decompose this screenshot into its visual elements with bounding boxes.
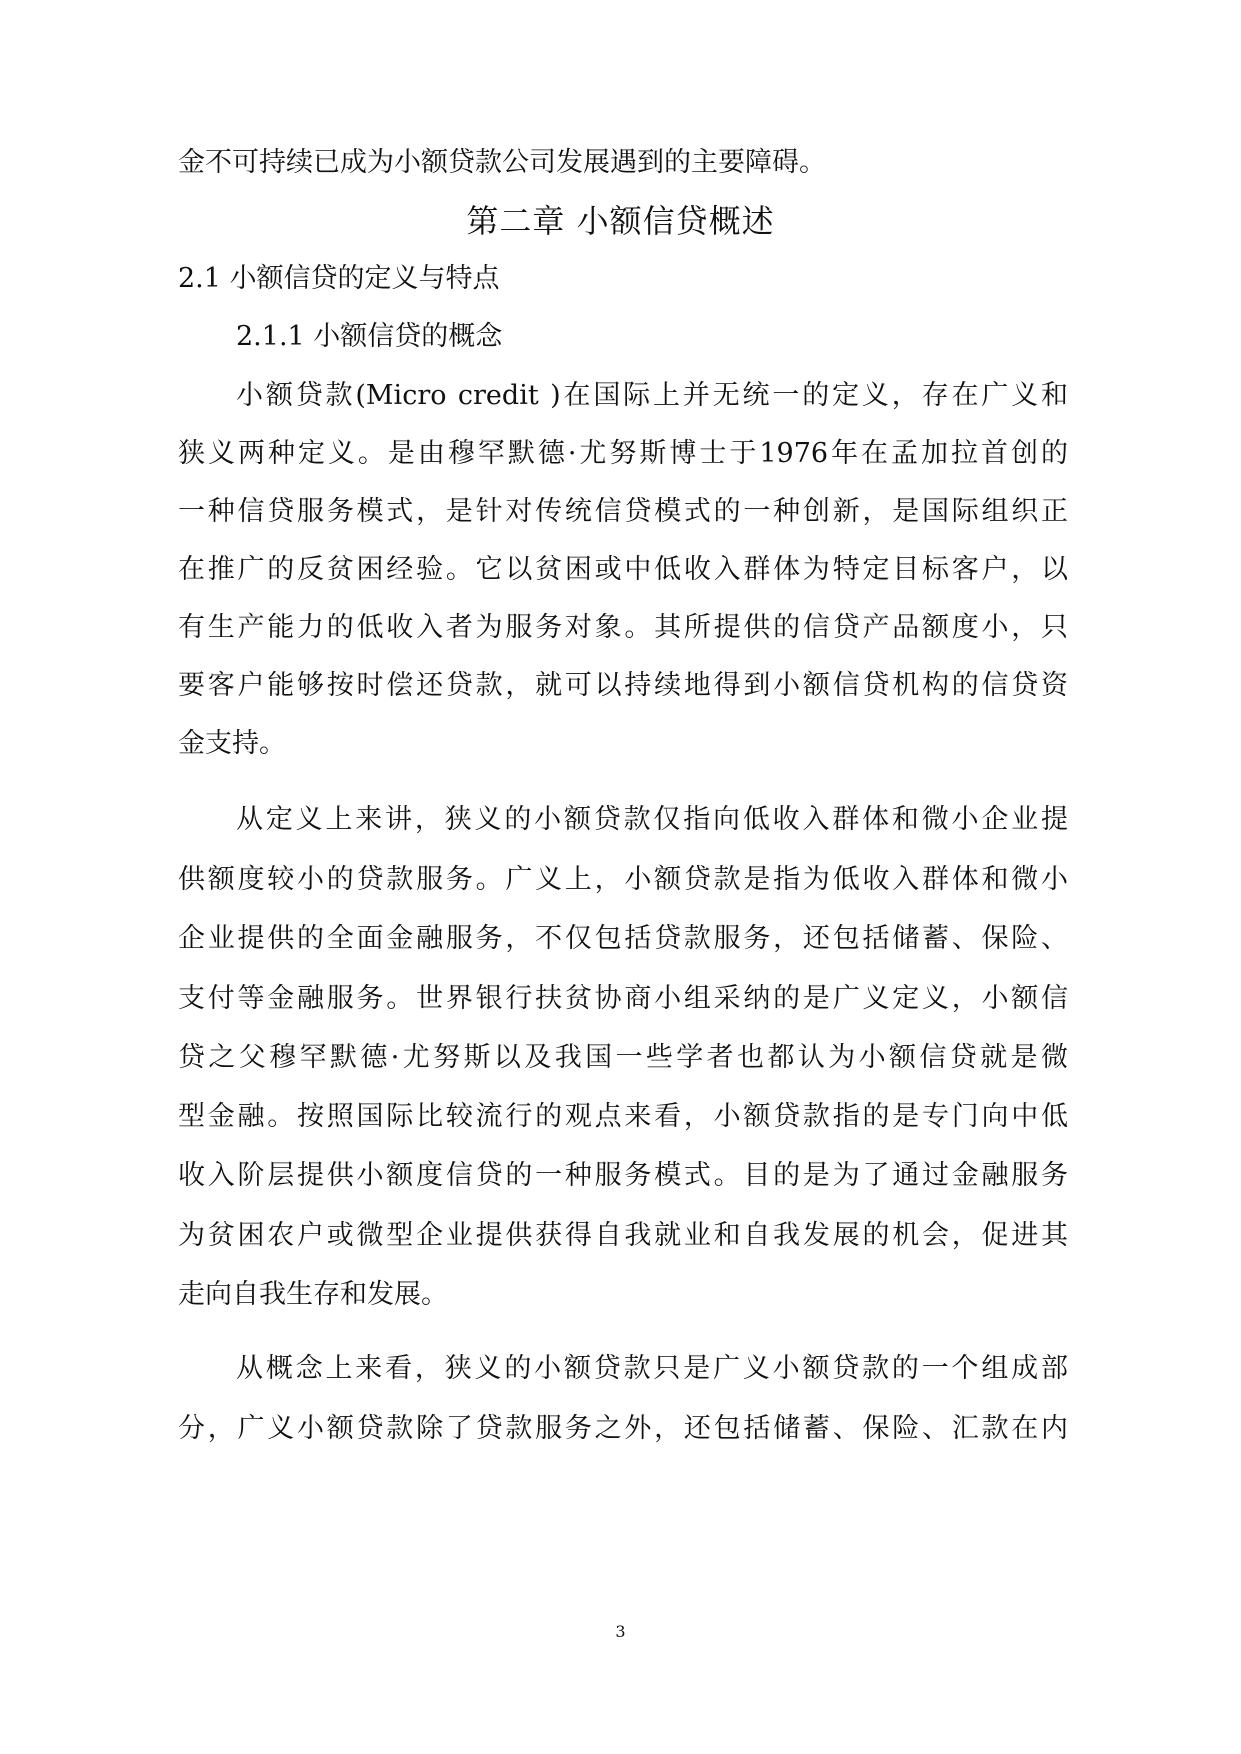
paragraph-line: 为贫困农户或微型企业提供获得自我就业和自我发展的机会，促进其 [178, 1220, 1068, 1251]
paragraph-line: 企业提供的全面金融服务，不仅包括贷款服务，还包括储蓄、保险、 [178, 923, 1068, 954]
paragraph-line: 在推广的反贫困经验。它以贫困或中低收入群体为特定目标客户，以 [178, 554, 1068, 585]
paragraph-line: 有生产能力的低收入者为服务对象。其所提供的信贷产品额度小，只 [178, 612, 1068, 643]
section-heading: 2.1 小额信贷的定义与特点 [178, 263, 500, 294]
paragraph-line: 供额度较小的贷款服务。广义上，小额贷款是指为低收入群体和微小 [178, 864, 1068, 895]
paragraph-line: 支付等金融服务。世界银行扶贫协商小组采纳的是广义定义，小额信 [178, 983, 1068, 1014]
paragraph-line: 小额贷款(Micro credit )在国际上并无统一的定义，存在广义和 [236, 380, 1068, 411]
page-number: 3 [615, 1622, 626, 1641]
continued-text-line: 金不可持续已成为小额贷款公司发展遇到的主要障碍。 [178, 147, 826, 178]
chapter-title: 第二章 小额信贷概述 [466, 202, 775, 240]
paragraph-line: 要客户能够按时偿还贷款，就可以持续地得到小额信贷机构的信贷资 [178, 670, 1068, 701]
paragraph-line: 收入阶层提供小额度信贷的一种服务模式。目的是为了通过金融服务 [178, 1160, 1068, 1191]
paragraph-line: 型金融。按照国际比较流行的观点来看，小额贷款指的是专门向中低 [178, 1101, 1068, 1132]
paragraph-line: 贷之父穆罕默德·尤努斯以及我国一些学者也都认为小额信贷就是微 [178, 1042, 1068, 1073]
paragraph-line: 一种信贷服务模式，是针对传统信贷模式的一种创新，是国际组织正 [178, 496, 1068, 527]
paragraph-line: 分，广义小额贷款除了贷款服务之外，还包括储蓄、保险、汇款在内 [178, 1413, 1068, 1444]
paragraph-line: 从概念上来看，狭义的小额贷款只是广义小额贷款的一个组成部 [236, 1353, 1068, 1384]
paragraph-line: 狭义两种定义。是由穆罕默德·尤努斯博士于1976年在孟加拉首创的 [178, 438, 1068, 469]
subsection-heading: 2.1.1 小额信贷的概念 [236, 321, 503, 352]
paragraph-line: 从定义上来讲，狭义的小额贷款仅指向低收入群体和微小企业提 [236, 804, 1068, 835]
paragraph-line: 走向自我生存和发展。 [178, 1279, 448, 1310]
paragraph-line: 金支持。 [178, 728, 286, 759]
